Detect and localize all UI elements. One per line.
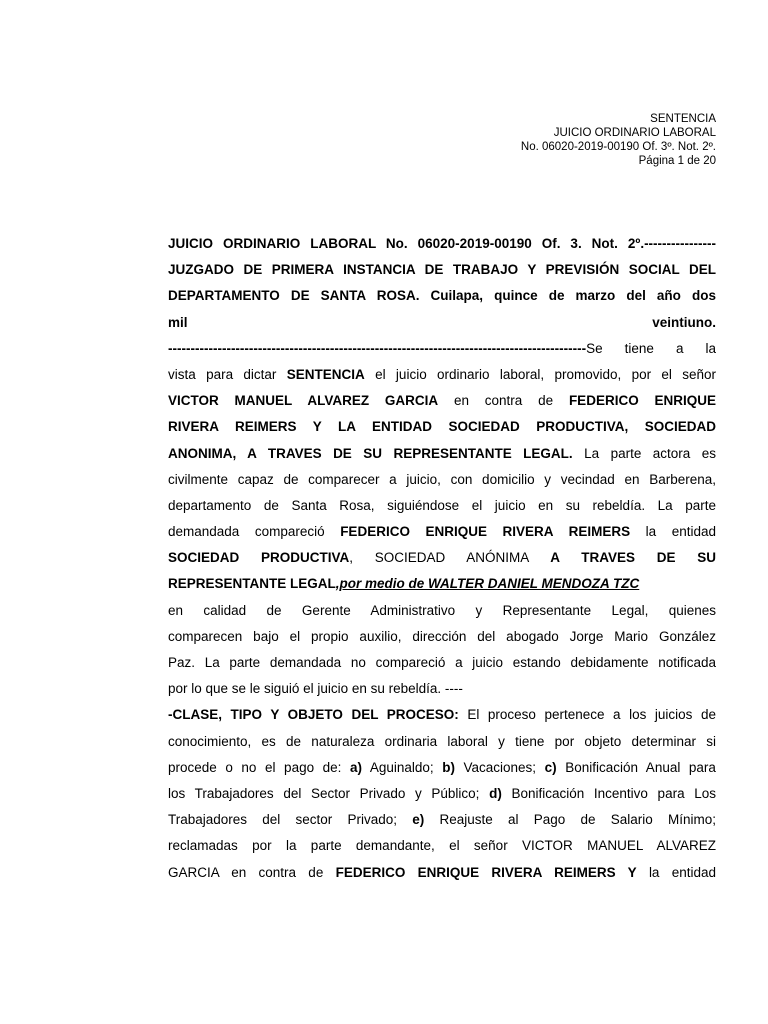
text-run: La parte actora es (584, 445, 716, 461)
court-location: DEPARTAMENTO DE SANTA ROSA. (168, 288, 420, 304)
text-run: Reajuste al Pago de Salario Mínimo; (439, 812, 716, 828)
date-text: Cuilapa, quince de marzo del año dos (430, 288, 716, 304)
text-run: REPRESENTANTE LEGAL (168, 576, 336, 592)
body-line (168, 519, 716, 545)
body-line: departamento de Santa Rosa, siguiéndose el juicio en su rebeldía. La parte (168, 497, 716, 513)
body-line (168, 388, 716, 414)
defendant-name: FEDERICO ENRIQUE (568, 393, 716, 409)
body-line (168, 860, 716, 886)
header-case-type: JUICIO ORDINARIO LABORAL (553, 127, 716, 139)
body-line: conocimiento, es de naturaleza ordinaria laboral y tiene por objeto determinar si (168, 733, 716, 749)
item-marker: e) (412, 812, 425, 828)
text-run: Aguinaldo; (369, 759, 434, 775)
text-run: GARCIA en contra de (168, 864, 324, 880)
separator-dashes: --------------------------------------------------------------------------------------------- (168, 340, 587, 356)
body-line: RIVERA REIMERS Y LA ENTIDAD SOCIEDAD PRODUCTIVA, SOCIEDAD (168, 419, 716, 435)
body-line (168, 441, 716, 467)
defendant-name: FEDERICO ENRIQUE RIVERA REIMERS (340, 524, 631, 540)
text-run: los Trabajadores del Sector Privado y Público; (168, 785, 480, 801)
text-run: la entidad (645, 524, 716, 540)
page-header (521, 112, 716, 168)
body-line (168, 283, 716, 309)
text-run: , SOCIEDAD ANÓNIMA (349, 550, 529, 566)
header-page-number: Página 1 de 20 (638, 155, 716, 167)
text-run: vista para dictar (168, 366, 277, 382)
body-line: civilmente capaz de comparecer a juicio, con domicilio y vecindad en Barberena, (168, 471, 716, 487)
date-text: veintiuno. (652, 314, 716, 330)
body-line (168, 310, 716, 336)
text-run: Bonificación Incentivo para Los (511, 785, 716, 801)
text-run: A TRAVES DE SU (550, 550, 716, 566)
text-run: la entidad (648, 864, 716, 880)
body-line (168, 781, 716, 807)
defendant-name: FEDERICO ENRIQUE RIVERA REIMERS Y (335, 864, 637, 880)
body-line (168, 702, 716, 728)
item-marker: d) (489, 785, 502, 801)
header-title: SENTENCIA (650, 113, 716, 125)
text-run: demandada compareció (168, 524, 325, 540)
text-run: en contra de (453, 393, 554, 409)
text-run: ANONIMA, A TRAVES DE SU REPRESENTANTE LEGAL. (168, 445, 573, 461)
representative-name: ,por medio de WALTER DANIEL MENDOZA TZC (335, 576, 640, 592)
text-run: Se tiene a la (586, 340, 716, 356)
body-line: Paz. La parte demandada no compareció a juicio estando debidamente notificada (168, 655, 716, 670)
text-run: Bonificación Anual para (565, 759, 716, 775)
body-line: comparecen bajo el propio auxilio, dirección del abogado Jorge Mario González (168, 628, 716, 644)
item-marker: a) (349, 759, 362, 775)
text-run: Vacaciones; (463, 759, 537, 775)
body-line (168, 362, 716, 388)
text-run: El proceso pertenece a los juicios de (467, 707, 716, 723)
body-line: en calidad de Gerente Administrativo y Representante Legal, quienes (168, 602, 716, 618)
item-marker: c) (544, 759, 557, 775)
section-heading: -CLASE, TIPO Y OBJETO DEL PROCESO: (168, 707, 459, 723)
text-run: procede o no el pago de: (168, 759, 342, 775)
body-line (168, 571, 716, 597)
item-marker: b) (442, 759, 455, 775)
body-line (168, 807, 716, 833)
body-line (168, 545, 716, 571)
body-line (168, 336, 716, 362)
date-text: mil (168, 314, 188, 330)
text-run: Trabajadores del sector Privado; (168, 812, 398, 828)
header-case-number: No. 06020-2019-00190 Of. 3º. Not. 2º. (520, 141, 716, 153)
body-line: JUICIO ORDINARIO LABORAL No. 06020-2019-00190 Of. 3. Not. 2º.---------------- (168, 236, 716, 251)
document-body (168, 231, 716, 886)
body-line (168, 755, 716, 781)
text-run: SOCIEDAD PRODUCTIVA (168, 550, 350, 566)
text-run: el juicio ordinario laboral, promovido, por el señor (375, 366, 716, 382)
body-line: por lo que se le siguió el juicio en su rebeldía. ---- (168, 681, 463, 697)
plaintiff-name: VICTOR MANUEL ALVAREZ GARCIA (168, 393, 439, 409)
body-line: reclamadas por la parte demandante, el señor VICTOR MANUEL ALVAREZ (168, 838, 716, 854)
body-line: JUZGADO DE PRIMERA INSTANCIA DE TRABAJO Y PREVISIÓN SOCIAL DEL (168, 262, 716, 278)
text-run: SENTENCIA (286, 366, 365, 382)
